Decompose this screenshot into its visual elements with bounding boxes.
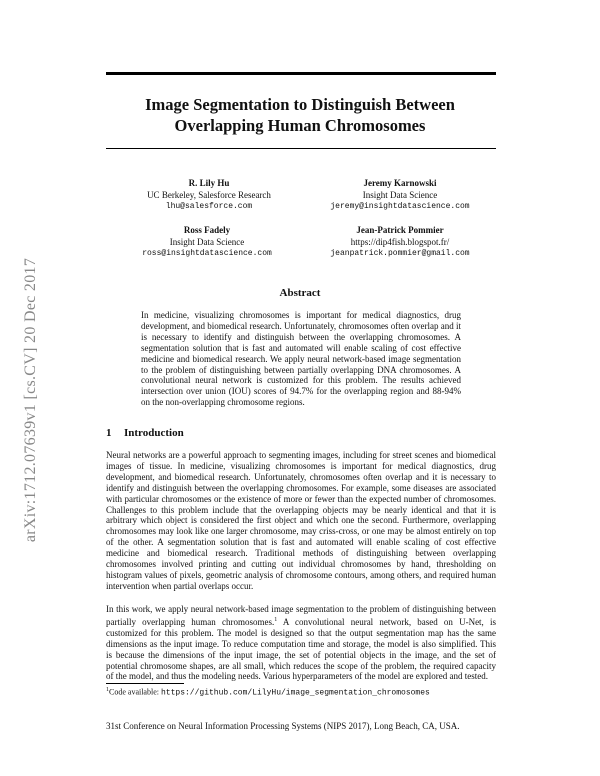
footnote-label: Code available: bbox=[109, 687, 161, 697]
arxiv-stamp: arXiv:1712.07639v1 [cs.CV] 20 Dec 2017 bbox=[22, 257, 39, 543]
section-title: Introduction bbox=[124, 427, 184, 439]
title-bottom-rule bbox=[106, 148, 496, 149]
abstract-text: In medicine, visualizing chromosomes is important for medical diagnostics, drug development, and biomedical research. Unfortunately, chromosomes often overlap and it is necessary to identify and distinguish between the overlapping chromosomes. A segmentation solution that is fast and automated will enable scaling of cost effective medicine and biomedical research. We apply neural network-based image segmentation to the problem of distinguishing between partially overlapping DNA chromosomes. A convolutional neural network is customized for this problem. The results achieved intersection over union (IOU) scores of 94.7% for the overlapping region and 88-94% on the non-overlapping chromosome regions. bbox=[141, 310, 461, 408]
conference-footer: 31st Conference on Neural Information Processing Systems (NIPS 2017), Long Beach, CA, USA. bbox=[106, 721, 460, 731]
author-email[interactable]: jeremy@insightdatascience.com bbox=[330, 202, 470, 211]
author-email[interactable]: jeanpatrick.pommier@gmail.com bbox=[330, 249, 470, 258]
footnote-mark: 1 bbox=[106, 687, 109, 693]
author-block bbox=[107, 225, 307, 260]
footnote-url[interactable]: https://github.com/LilyHu/image_segmentation_chromosomes bbox=[160, 688, 430, 698]
paper-title bbox=[90, 94, 510, 136]
author-email[interactable]: ross@insightdatascience.com bbox=[142, 249, 272, 258]
footnote bbox=[106, 687, 430, 698]
author-block bbox=[109, 178, 309, 213]
paragraph-text: In this work, we apply neural network-based image segmentation to the problem of distinguishing between partially overlapping human chromosomes. bbox=[106, 604, 496, 627]
title-top-rule bbox=[106, 72, 496, 75]
author-name: Jeremy Karnowski bbox=[363, 178, 437, 188]
author-affiliation: Insight Data Science bbox=[169, 236, 245, 247]
author-block bbox=[300, 225, 500, 260]
paragraph-text: A convolutional neural network, based on U-Net, is customized for this problem. The model is designed so that the output segmentation map has the same dimensions as the input image. To reduce computation time and storage, the model is also simplified. This is because the dimensions of the input image, the set of potential objects in the image, and the set of potential chromosome shapes, are all small, which reduces the scope of the problem, the required capacity of the model, and thus the modeling needs. Various hyperparameters of the model are explored and tested. bbox=[106, 616, 496, 682]
author-block bbox=[300, 178, 500, 213]
abstract-heading: Abstract bbox=[279, 287, 321, 299]
title-line-2: Overlapping Human Chromosomes bbox=[174, 116, 426, 135]
author-affiliation[interactable]: https://dip4fish.blogspot.fr/ bbox=[350, 236, 450, 247]
author-affiliation: Insight Data Science bbox=[362, 189, 438, 200]
intro-paragraph-2 bbox=[106, 604, 496, 682]
author-name: Ross Fadely bbox=[183, 225, 231, 235]
title-line-1: Image Segmentation to Distinguish Between bbox=[145, 95, 455, 114]
author-name: Jean-Patrick Pommier bbox=[356, 225, 444, 235]
intro-paragraph-1: Neural networks are a powerful approach to segmenting images, including for street scenes and biomedical images of tissue. In medicine, visualizing chromosomes is important for medical diagnostics, drug development, and biomedical research. Unfortunately, chromosomes often overlap and it is necessary to identify and distinguish between the overlapping chromosomes. For example, some diseases are associated with particular chromosomes or the existence of more or fewer than the expected number of chromosomes. Challenges to this problem include that the overlapping objects may be nearly identical and that it is arbitrary which object is considered the first object and which one the second. Furthermore, overlapping chromosomes may look like one larger chromosome, may criss-cross, or one may be almost entirely on top of the other. A segmentation solution that is fast and automated will enable scaling of cost effective medicine and biomedical research. Traditional methods of distinguishing between overlapping chromosomes involved printing and cutting out individual chromosomes by hand, thresholding on histogram values of pixels, geometric analysis of chromosome contours, among others, and required human intervention when partial overlaps occur. bbox=[106, 450, 496, 591]
footnote-rule bbox=[106, 683, 184, 684]
section-number: 1 bbox=[106, 427, 112, 439]
author-affiliation: UC Berkeley, Salesforce Research bbox=[147, 189, 271, 200]
section-heading bbox=[106, 427, 184, 439]
author-name: R. Lily Hu bbox=[188, 178, 230, 188]
author-email[interactable]: lhu@salesforce.com bbox=[165, 202, 253, 211]
footnote-marker[interactable]: 1 bbox=[274, 616, 278, 623]
